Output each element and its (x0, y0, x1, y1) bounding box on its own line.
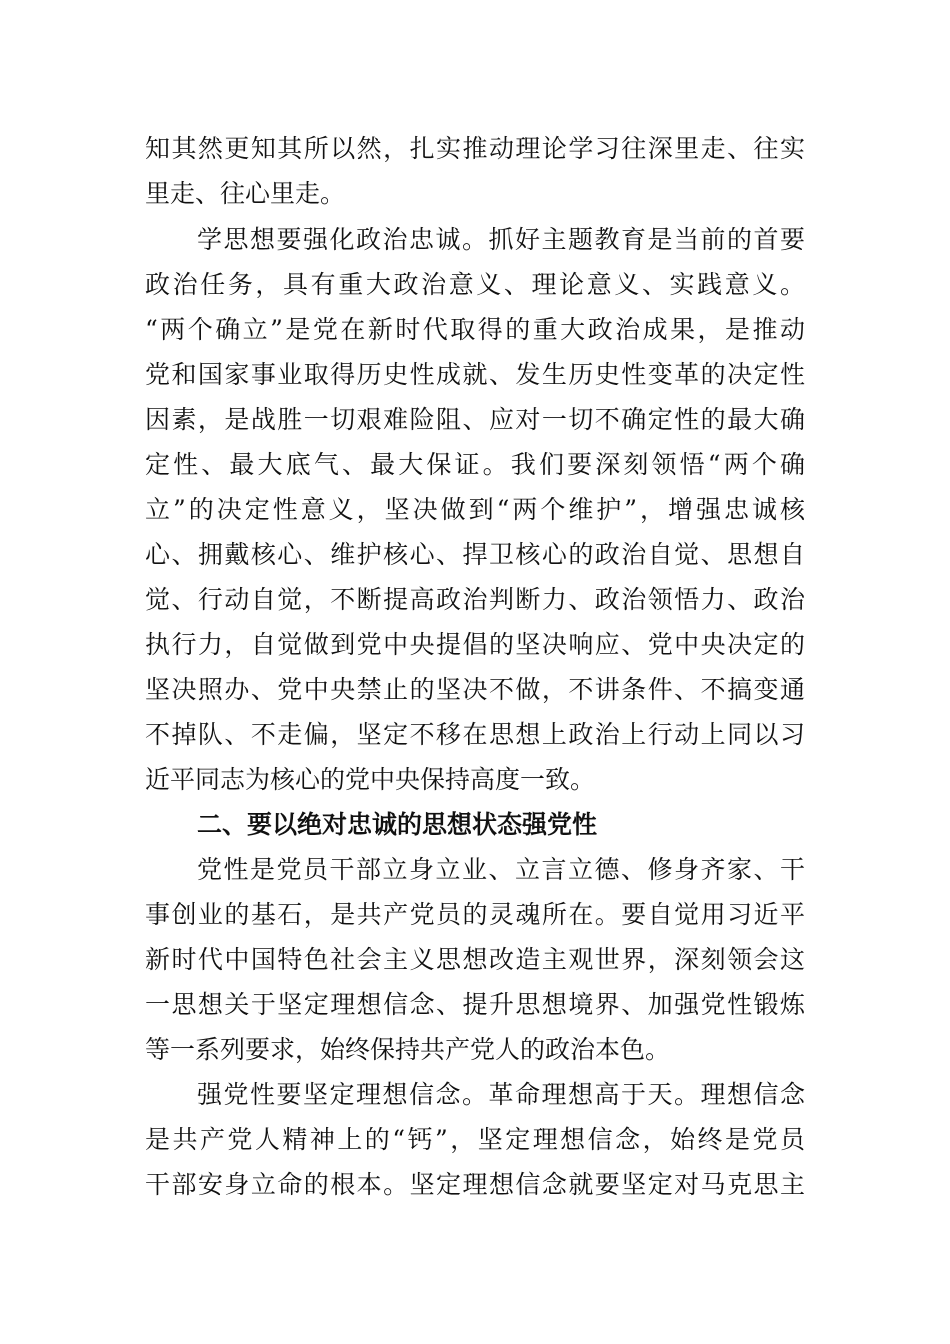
text-line: 觉、行动自觉，不断提高政治判断力、政治领悟力、政治 (145, 585, 805, 614)
text-line: 坚决照办、党中央禁止的坚决不做，不讲条件、不搞变通 (145, 675, 805, 704)
text-line: 心、拥戴核心、维护核心、捍卫核心的政治自觉、思想自 (145, 540, 805, 569)
text-line: 是共产党人精神上的“钙”，坚定理想信念，始终是党员 (145, 1125, 805, 1154)
text-line: “两个确立”是党在新时代取得的重大政治成果，是推动 (145, 315, 805, 344)
text-line: 里走、往心里走。 (145, 179, 346, 208)
text-line: 干部安身立命的根本。坚定理想信念就要坚定对马克思主 (145, 1170, 805, 1199)
text-line: 新时代中国特色社会主义思想改造主观世界，深刻领会这 (145, 945, 805, 974)
text-line: 不掉队、不走偏，坚定不移在思想上政治上行动上同以习 (145, 720, 805, 749)
text-line: 等一系列要求，始终保持共产党人的政治本色。 (145, 1035, 671, 1064)
text-line: 因素，是战胜一切艰难险阻、应对一切不确定性的最大确 (145, 405, 805, 434)
text-line: 近平同志为核心的党中央保持高度一致。 (145, 765, 596, 794)
text-line: 事创业的基石，是共产党员的灵魂所在。要自觉用习近平 (145, 900, 805, 929)
text-line: 党和国家事业取得历史性成就、发生历史性变革的决定性 (145, 360, 805, 389)
text-line: 一思想关于坚定理想信念、提升思想境界、加强党性锻炼 (145, 990, 805, 1019)
paragraph-start-line: 学思想要强化政治忠诚。抓好主题教育是当前的首要 (197, 225, 805, 254)
text-line: 执行力，自觉做到党中央提倡的坚决响应、党中央决定的 (145, 630, 805, 659)
paragraph-start-line: 强党性要坚定理想信念。革命理想高于天。理想信念 (197, 1080, 805, 1109)
section-heading: 二、要以绝对忠诚的思想状态强党性 (197, 810, 598, 839)
paragraph-start-line: 党性是党员干部立身立业、立言立德、修身齐家、干 (197, 855, 805, 884)
text-line: 知其然更知其所以然，扎实推动理论学习往深里走、往实 (145, 134, 805, 163)
text-line: 政治任务，具有重大政治意义、理论意义、实践意义。 (145, 270, 805, 299)
text-line: 定性、最大底气、最大保证。我们要深刻领悟“两个确 (145, 450, 805, 479)
text-line: 立”的决定性意义，坚决做到“两个维护”，增强忠诚核 (145, 495, 805, 524)
